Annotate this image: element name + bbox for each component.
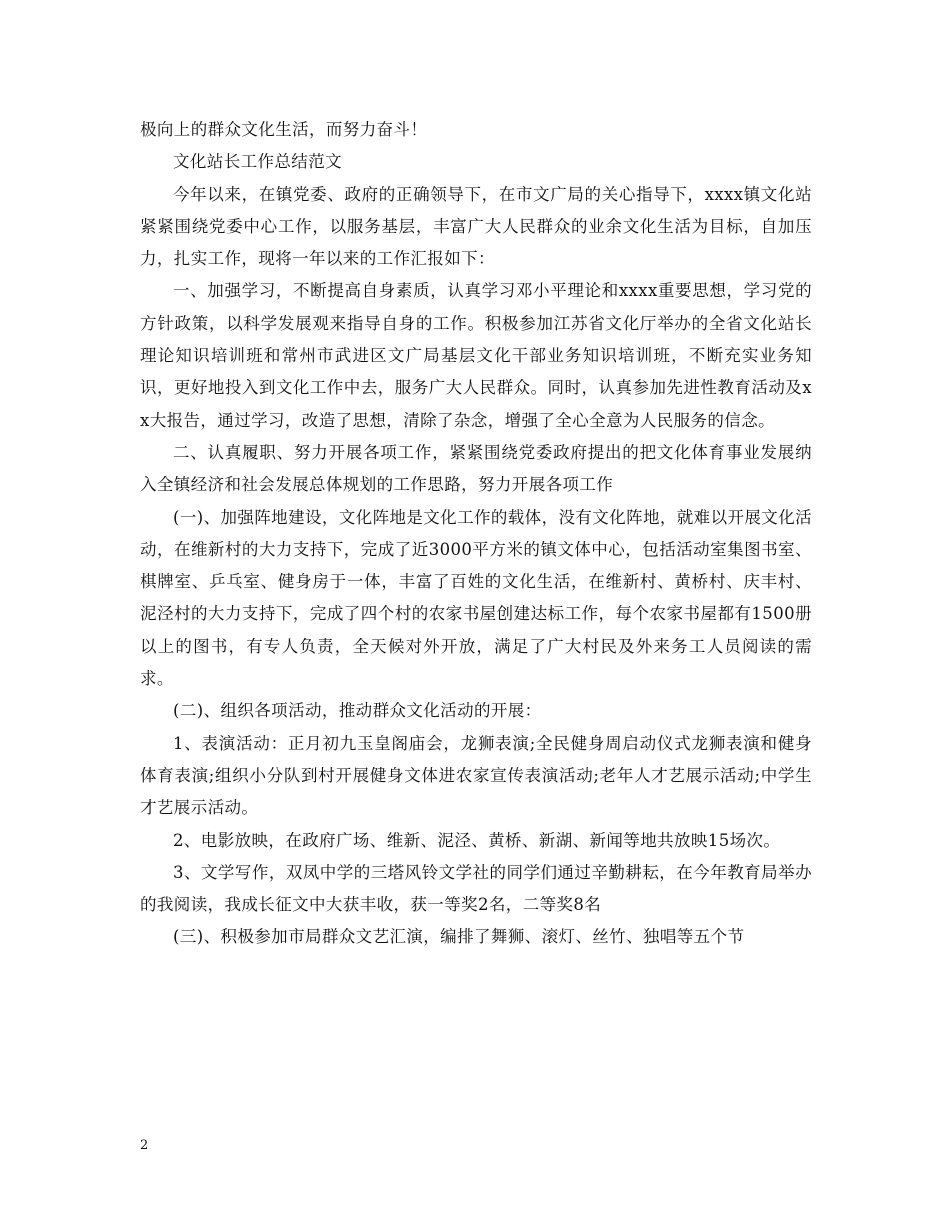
paragraph-performances: 1、表演活动：正月初九玉皇阁庙会，龙狮表演;全民健身周启动仪式龙狮表演和健身体育表演;组织小分队到村开展健身文体进农家宣传表演活动;老年人才艺展示活动;中学生才艺展示活动。 bbox=[140, 733, 812, 818]
section-title: 文化站长工作总结范文 bbox=[173, 152, 342, 172]
paragraph-activities-heading: (二)、组织各项活动，推动群众文化活动的开展： bbox=[173, 701, 542, 721]
document-body bbox=[140, 114, 812, 954]
paragraph-facilities: (一)、加强阵地建设，文化阵地是文化工作的载体，没有文化阵地，就难以开展文化活动，在维新村的大力支持下，完成了近3000平方米的镇文体中心，包括活动室集图书室、棋牌室、乒乓室、健身房于一体，丰富了百姓的文化生活，在维新村、黄桥村、庆丰村、泥泾村的大力支持下，完成了四个村的农家书屋创建达标工作，每个农家书屋都有1500册以上的图书，有专人负责，全天候对外开放，满足了广大村民及外来务工人员阅读的需求。 bbox=[140, 507, 812, 689]
paragraph-films: 2、电影放映，在政府广场、维新、泥泾、黄桥、新湖、新闻等地共放映15场次。 bbox=[173, 830, 781, 850]
paragraph-study: 一、加强学习，不断提高自身素质，认真学习邓小平理论和xxxx重要思想，学习党的方针政策，以科学发展观来指导自身的工作。积极参加江苏省文化厅举办的全省文化站长理论知识培训班和常州市武进区文广局基层文化干部业务知识培训班，不断充实业务知识，更好地投入到文化工作中去，服务广大人民群众。同时，认真参加先进性教育活动及xx大报告，通过学习，改造了思想，清除了杂念，增强了全心全意为人民服务的信念。 bbox=[140, 281, 812, 430]
paragraph-continuation: 极向上的群众文化生活，而努力奋斗！ bbox=[140, 120, 428, 139]
paragraph-duties: 二、认真履职、努力开展各项工作，紧紧围绕党委政府提出的把文化体育事业发展纳入全镇经济和社会发展总体规划的工作思路，努力开展各项工作 bbox=[140, 442, 812, 495]
paragraph-showcase: (三)、积极参加市局群众文艺汇演，编排了舞狮、滚灯、丝竹、独唱等五个节 bbox=[173, 927, 745, 947]
paragraph-intro: 今年以来，在镇党委、政府的正确领导下，在市文广局的关心指导下，xxxx镇文化站紧紧围绕党委中心工作，以服务基层，丰富广大人民群众的业余文化生活为目标，自加压力，扎实工作，现将一年以来的工作汇报如下： bbox=[140, 184, 812, 269]
paragraph-writing: 3、文学写作，双凤中学的三塔风铃文学社的同学们通过辛勤耕耘，在今年教育局举办的我阅读，我成长征文中大获丰收，获一等奖2名，二等奖8名 bbox=[140, 862, 812, 915]
page-number: 2 bbox=[140, 1138, 149, 1153]
